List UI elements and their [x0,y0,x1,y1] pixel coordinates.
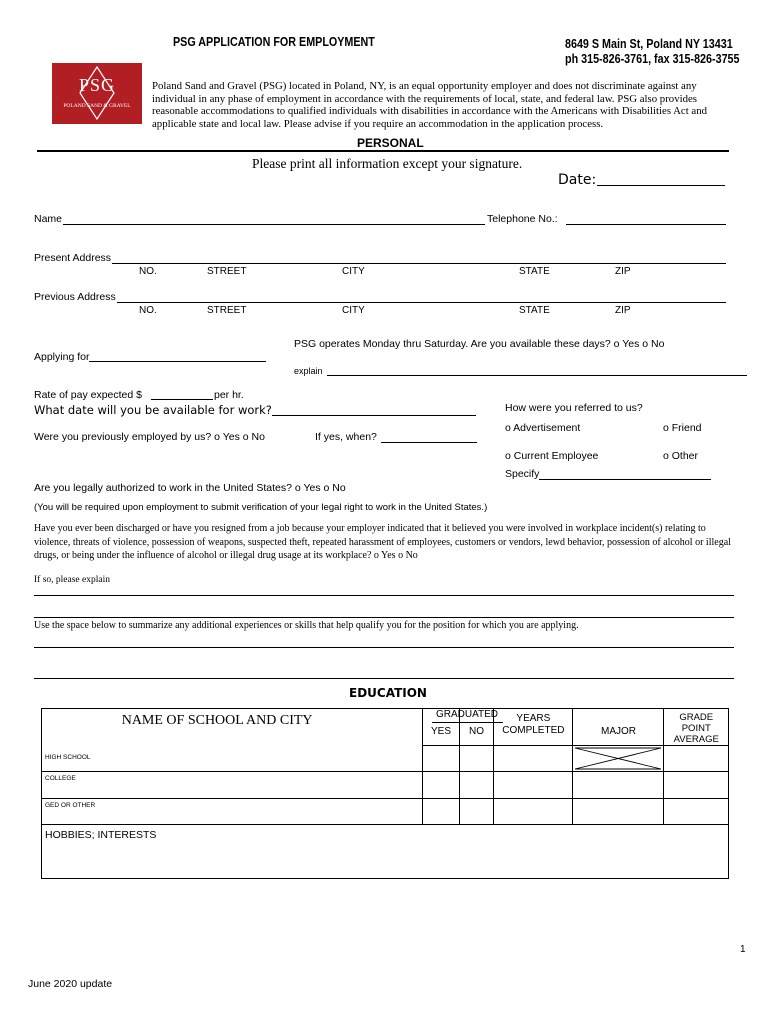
summary-line-2[interactable] [34,678,734,679]
college-grad-yes[interactable] [423,772,460,799]
explain-field[interactable] [327,375,747,376]
specify-field[interactable] [539,479,711,480]
available-date-field[interactable] [272,415,476,416]
addr-street-label: STREET [207,266,247,277]
ged-major[interactable] [573,799,664,825]
date-field[interactable] [597,185,725,186]
ged-years[interactable] [494,799,573,825]
company-phone: ph 315-826-3761, fax 315-826-3755 [565,52,740,66]
if-so-explain-label: If so, please explain [34,575,110,585]
addr-city-label: CITY [342,266,365,277]
applying-for-field[interactable] [89,361,266,362]
telephone-field[interactable] [566,224,726,225]
telephone-label: Telephone No.: [487,213,558,225]
college-gpa[interactable] [664,772,729,799]
addr-zip-label: ZIP [615,266,631,277]
high-school-years[interactable] [494,746,573,772]
prev-addr-street-label: STREET [207,305,247,316]
present-address-label: Present Address [34,252,112,264]
prev-addr-state-label: STATE [519,305,550,316]
update-note: June 2020 update [28,978,113,990]
row-college-label: COLLEGE [45,775,76,782]
company-logo [52,63,142,124]
col-gpa-header: GRADE POINT AVERAGE [673,712,719,745]
page-number: 1 [740,944,746,955]
addr-state-label: STATE [519,266,550,277]
ref-friend-option[interactable]: o Friend [663,422,702,434]
col-graduated-header: GRADUATED [435,709,499,720]
per-hr-label: per hr. [214,389,244,401]
logo-text: POLAND SAND & GRAVEL [63,103,131,109]
personal-section-title: PERSONAL [357,136,424,150]
referred-label: How were you referred to us? [505,402,643,414]
prev-addr-zip-label: ZIP [615,305,631,316]
explain-label: explain [294,366,323,376]
ged-grad-yes[interactable] [423,799,460,825]
summary-label: Use the space below to summarize any additional experiences or skills that help qualify you for the position for which you are applying. [34,620,579,631]
prev-addr-city-label: CITY [342,305,365,316]
specify-label: Specify [505,468,540,480]
hobbies-field[interactable] [42,825,729,879]
ged-gpa[interactable] [664,799,729,825]
rate-field[interactable] [151,399,213,400]
col-yes-header: YES [431,726,452,737]
row-ged-label: GED OR OTHER [45,802,96,809]
summary-line-1[interactable] [34,647,734,648]
graduated-divider [432,722,503,723]
high-school-grad-yes[interactable] [423,746,460,772]
prev-employed-question: Were you previously employed by us? o Yes o No [34,431,265,443]
addr-no-label: NO. [139,266,157,277]
education-section-title: EDUCATION [349,686,427,700]
rate-label: Rate of pay expected $ [34,389,142,401]
row-high-school-label: HIGH SCHOOL [45,753,91,761]
col-no-header: NO [469,726,485,737]
section-divider [37,150,729,152]
col-school-header: NAME OF SCHOOL AND CITY [121,713,313,728]
ref-advertisement-option[interactable]: o Advertisement [505,422,581,434]
prev-addr-no-label: NO. [139,305,157,316]
name-label: Name [34,213,63,225]
explain-line-1[interactable] [34,595,734,596]
company-address: 8649 S Main St, Poland NY 13431 [565,37,733,51]
name-field[interactable] [63,224,485,225]
date-label: Date: [558,172,597,188]
print-instruction: Please print all information except your signature. [252,156,523,171]
ref-current-employee-option[interactable]: o Current Employee [505,450,599,462]
high-school-major-crossed [573,746,664,772]
high-school-gpa[interactable] [664,746,729,772]
hobbies-label: HOBBIES; INTERESTS [45,829,157,841]
high-school-grad-no[interactable] [459,746,493,772]
availability-question: PSG operates Monday thru Saturday. Are you available these days? o Yes o No [294,338,665,350]
ged-grad-no[interactable] [459,799,493,825]
cross-out-icon [573,746,663,771]
intro-paragraph: Poland Sand and Gravel (PSG) located in Poland, NY, is an equal opportunity employer and does not discriminate against any individual in any phase of employment in accordance with the requirements of local, state, and federal law. PSG also provides reasonable accommodations to qualified individuals with disabilities in accordance with the Americans with Disabilities Act and applicable state and local law. Please advise if you require an accommodation in the application process. [152,80,708,130]
col-major-header: MAJOR [600,726,636,737]
college-grad-no[interactable] [459,772,493,799]
authorized-question: Are you legally authorized to work in the United States? o Yes o No [34,482,346,494]
previous-address-field[interactable] [117,302,726,303]
if-yes-when-field[interactable] [381,442,477,443]
applying-for-label: Applying for [34,351,90,363]
college-years[interactable] [494,772,573,799]
education-table [41,708,729,879]
explain-line-2[interactable] [34,617,734,618]
present-address-field[interactable] [112,263,726,264]
previous-address-label: Previous Address [34,291,116,303]
available-date-label: What date will you be available for work? [34,403,272,417]
if-yes-when-label: If yes, when? [315,431,377,443]
logo-letters: PSG [78,75,116,95]
discharged-question: Have you ever been discharged or have you resigned from a job because your employer indicated that it believed you were involved in workplace incident(s) relating to violence, threats of violence, possession of weapons, suspected theft, repeated harassment of employees, customers or vendors, lewd behavior, possession of alcohol or illegal drugs, or being under the influence of alcohol or illegal drug usage at its workplace? o Yes o No [34,523,731,561]
verification-note: (You will be required upon employment to submit verification of your legal right to work in the United States.) [34,502,488,513]
college-major[interactable] [573,772,664,799]
form-title: PSG APPLICATION FOR EMPLOYMENT [173,35,375,49]
col-years-header: YEARS COMPLETED [502,713,565,736]
ref-other-option[interactable]: o Other [663,450,699,462]
